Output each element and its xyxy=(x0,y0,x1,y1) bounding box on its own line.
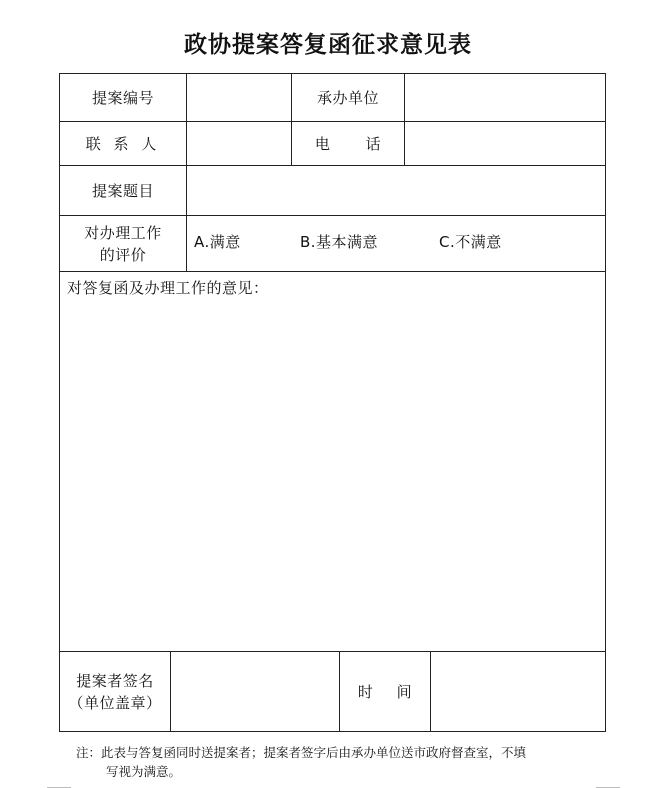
evaluation-options-cell xyxy=(186,215,606,272)
contact-field[interactable] xyxy=(186,121,292,166)
evaluation-label-line1: 对办理工作 xyxy=(84,223,162,242)
option-satisfied[interactable]: A.满意 xyxy=(194,233,241,251)
undertaker-field[interactable] xyxy=(404,73,606,122)
phone-field[interactable] xyxy=(404,121,606,166)
proposal-no-label: 提案编号 xyxy=(91,89,154,107)
time-label: 时 间 xyxy=(357,683,413,701)
signature-label-line2: （单位盖章） xyxy=(68,693,162,712)
option-basically-satisfied[interactable]: B.基本满意 xyxy=(300,233,379,251)
phone-label: 电 话 xyxy=(314,135,382,153)
footnote-line2: 写视为满意。 xyxy=(106,764,182,779)
evaluation-label-cell xyxy=(59,215,187,272)
opinion-label: 对答复函及办理工作的意见： xyxy=(67,279,269,297)
undertaker-label: 承办单位 xyxy=(316,89,379,107)
footnote-line1: 注：此表与答复函同时送提案者；提案者签字后由承办单位送市政府督查室，不填 xyxy=(76,745,527,760)
time-label-cell xyxy=(339,651,431,732)
topic-label: 提案题目 xyxy=(91,182,154,200)
footnote xyxy=(76,743,616,781)
topic-label-cell xyxy=(59,165,187,216)
evaluation-label-line2: 的评价 xyxy=(99,245,147,264)
opinion-area[interactable] xyxy=(59,271,606,652)
phone-label-cell xyxy=(291,121,405,166)
topic-field[interactable] xyxy=(186,165,606,216)
undertaker-label-cell xyxy=(291,73,405,122)
proposal-no-field[interactable] xyxy=(186,73,292,122)
time-field[interactable] xyxy=(430,651,606,732)
signature-label-cell xyxy=(59,651,171,732)
form-title: 政协提案答复函征求意见表 xyxy=(184,31,472,58)
signature-field[interactable] xyxy=(170,651,340,732)
option-unsatisfied[interactable]: C.不满意 xyxy=(439,233,502,251)
signature-label-line1: 提案者签名 xyxy=(76,671,154,690)
contact-label: 联 系 人 xyxy=(85,135,161,153)
proposal-no-label-cell xyxy=(59,73,187,122)
contact-label-cell xyxy=(59,121,187,166)
